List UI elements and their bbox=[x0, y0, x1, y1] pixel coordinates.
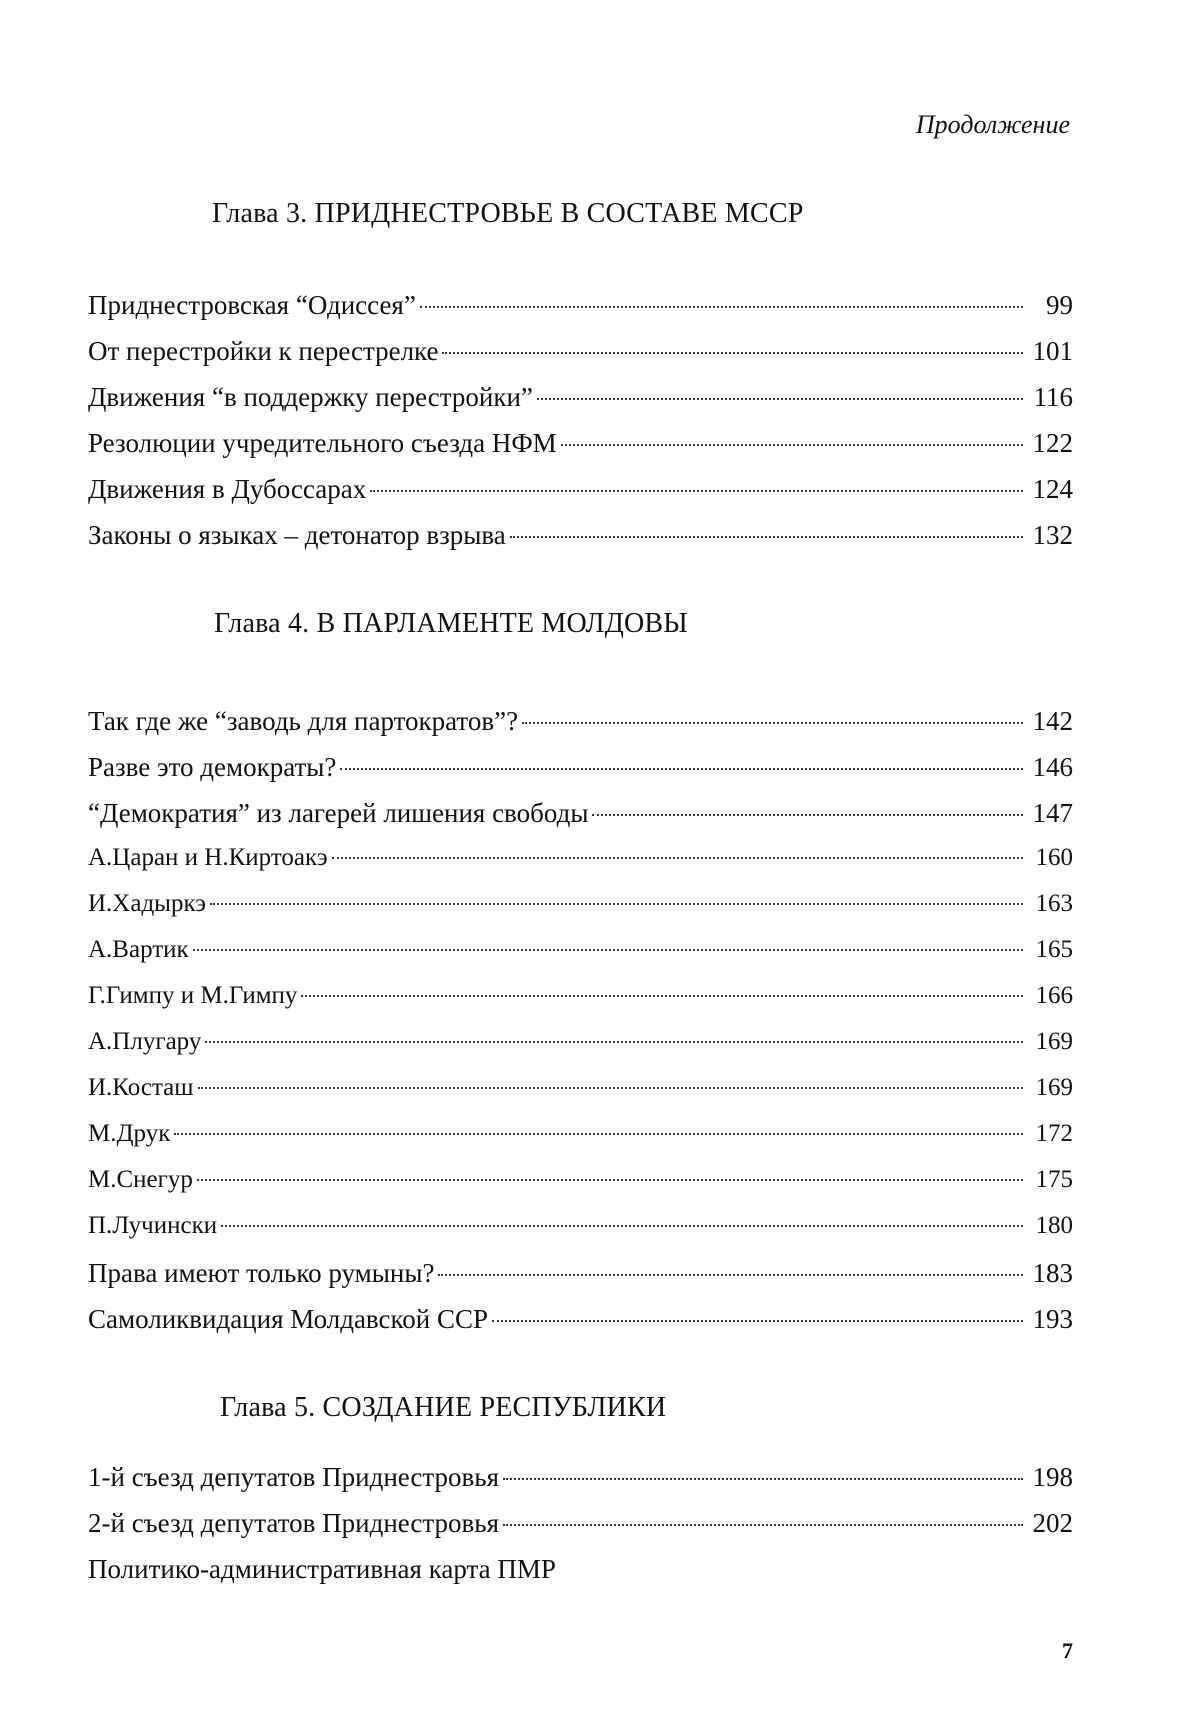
toc-entry[interactable] bbox=[88, 936, 1073, 964]
toc-entry[interactable] bbox=[88, 1508, 1073, 1539]
dot-leader bbox=[198, 1087, 1023, 1089]
dot-leader bbox=[592, 814, 1023, 816]
toc-entry-page: 166 bbox=[1035, 982, 1073, 1009]
dot-leader bbox=[510, 536, 1023, 538]
toc-entry-label: Права имеют только румыны? bbox=[88, 1258, 435, 1288]
toc-entry-page: 183 bbox=[1032, 1258, 1073, 1288]
toc-entry-label: А.Царан и Н.Киртоакэ bbox=[88, 844, 328, 871]
dot-leader bbox=[210, 903, 1023, 905]
toc-entry[interactable] bbox=[88, 1554, 1073, 1585]
toc-entry-page: 99 bbox=[1046, 290, 1073, 320]
toc-entry-page: 101 bbox=[1032, 336, 1073, 366]
toc-entry-label: М.Друк bbox=[88, 1120, 171, 1147]
toc-entry-page: 172 bbox=[1035, 1120, 1073, 1147]
toc-entry[interactable] bbox=[88, 1304, 1073, 1335]
dot-leader bbox=[221, 1225, 1023, 1227]
toc-entry-page: 180 bbox=[1035, 1212, 1073, 1239]
toc-entry-label: П.Лучински bbox=[88, 1212, 218, 1239]
dot-leader bbox=[205, 1041, 1023, 1043]
dot-leader bbox=[301, 995, 1023, 997]
toc-entry[interactable] bbox=[88, 706, 1073, 737]
toc-entry-page: 175 bbox=[1035, 1166, 1073, 1193]
toc-entry-label: 2-й съезд депутатов Приднестровья bbox=[88, 1508, 500, 1538]
dot-leader bbox=[561, 444, 1023, 446]
toc-entry-label: А.Вартик bbox=[88, 936, 189, 963]
toc-entry-page: 132 bbox=[1032, 520, 1073, 550]
chapter-title: Глава 5. СОЗДАНИЕ РЕСПУБЛИКИ bbox=[220, 1392, 667, 1423]
toc-entry[interactable] bbox=[88, 1120, 1073, 1148]
toc-entry[interactable] bbox=[88, 1028, 1073, 1056]
dot-leader bbox=[197, 1179, 1023, 1181]
dot-leader bbox=[503, 1478, 1023, 1480]
toc-entry-label: Приднестровская “Одиссея” bbox=[88, 290, 416, 320]
toc-entry-label: “Демократия” из лагерей лишения свободы bbox=[88, 798, 589, 828]
toc-entry-page: 169 bbox=[1035, 1074, 1073, 1101]
toc-entry-label: И.Хадыркэ bbox=[88, 890, 207, 917]
toc-entry-label: Законы о языках – детонатор взрыва bbox=[88, 520, 506, 550]
toc-entry-label: А.Плугару bbox=[88, 1028, 202, 1055]
dot-leader bbox=[340, 768, 1023, 770]
toc-entry[interactable] bbox=[88, 1258, 1073, 1289]
toc-entry-label: Г.Гимпу и М.Гимпу bbox=[88, 982, 298, 1009]
toc-entry[interactable] bbox=[88, 798, 1073, 829]
dot-leader bbox=[522, 722, 1023, 724]
toc-entry[interactable] bbox=[88, 982, 1073, 1010]
toc-entry-page: 146 bbox=[1032, 752, 1073, 782]
toc-entry-page: 202 bbox=[1032, 1508, 1073, 1538]
toc-entry[interactable] bbox=[88, 520, 1073, 551]
toc-entry-page: 124 bbox=[1032, 474, 1073, 504]
dot-leader bbox=[193, 949, 1023, 951]
toc-entry[interactable] bbox=[88, 1074, 1073, 1102]
dot-leader bbox=[420, 306, 1023, 308]
toc-entry-label: 1-й съезд депутатов Приднестровья bbox=[88, 1462, 500, 1492]
toc-entry[interactable] bbox=[88, 844, 1073, 872]
toc-entry[interactable] bbox=[88, 428, 1073, 459]
toc-entry-page: 116 bbox=[1033, 382, 1073, 412]
toc-entry[interactable] bbox=[88, 890, 1073, 918]
toc-entry-label: Политико-административная карта ПМР bbox=[88, 1554, 556, 1584]
toc-entry-label: Резолюции учредительного съезда НФМ bbox=[88, 428, 557, 458]
toc-entry-label: От перестройки к перестрелке bbox=[88, 336, 439, 366]
toc-entry-label: Движения “в поддержку перестройки” bbox=[88, 382, 533, 412]
toc-entry-label: И.Косташ bbox=[88, 1074, 194, 1101]
dot-leader bbox=[537, 398, 1023, 400]
toc-entry-page: 165 bbox=[1035, 936, 1073, 963]
toc-entry-label: Самоликвидация Молдавской ССР bbox=[88, 1304, 488, 1334]
chapter-title: Глава 4. В ПАРЛАМЕНТЕ МОЛДОВЫ bbox=[214, 608, 688, 639]
toc-entry[interactable] bbox=[88, 1462, 1073, 1493]
toc-entry-label: Так где же “заводь для партократов”? bbox=[88, 706, 519, 736]
page-number: 7 bbox=[1062, 1638, 1073, 1663]
dot-leader bbox=[438, 1274, 1023, 1276]
toc-entry[interactable] bbox=[88, 1166, 1073, 1194]
toc-entry-page: 142 bbox=[1032, 706, 1073, 736]
toc-entry-page: 198 bbox=[1032, 1462, 1073, 1492]
toc-entry[interactable] bbox=[88, 382, 1073, 413]
toc-entry-label: Движения в Дубоссарах bbox=[88, 474, 367, 504]
dot-leader bbox=[370, 490, 1023, 492]
continuation-label: Продолжение bbox=[915, 110, 1070, 139]
toc-entry-label: М.Снегур bbox=[88, 1166, 193, 1193]
dot-leader bbox=[503, 1524, 1023, 1526]
toc-entry-page: 169 bbox=[1035, 1028, 1073, 1055]
toc-entry[interactable] bbox=[88, 336, 1073, 367]
dot-leader bbox=[442, 352, 1023, 354]
chapter-title: Глава 3. ПРИДНЕСТРОВЬЕ В СОСТАВЕ МССР bbox=[212, 198, 804, 229]
toc-entry-label: Разве это демократы? bbox=[88, 752, 337, 782]
toc-entry-page: 163 bbox=[1035, 890, 1073, 917]
toc-entry-page: 147 bbox=[1032, 798, 1073, 828]
dot-leader bbox=[492, 1320, 1023, 1322]
toc-entry[interactable] bbox=[88, 752, 1073, 783]
toc-entry[interactable] bbox=[88, 1212, 1073, 1240]
toc-entry[interactable] bbox=[88, 290, 1073, 321]
toc-entry-page: 160 bbox=[1035, 844, 1073, 871]
dot-leader bbox=[332, 857, 1023, 859]
toc-entry-page: 193 bbox=[1032, 1304, 1073, 1334]
toc-entry[interactable] bbox=[88, 474, 1073, 505]
toc-entry-page: 122 bbox=[1032, 428, 1073, 458]
dot-leader bbox=[174, 1133, 1023, 1135]
